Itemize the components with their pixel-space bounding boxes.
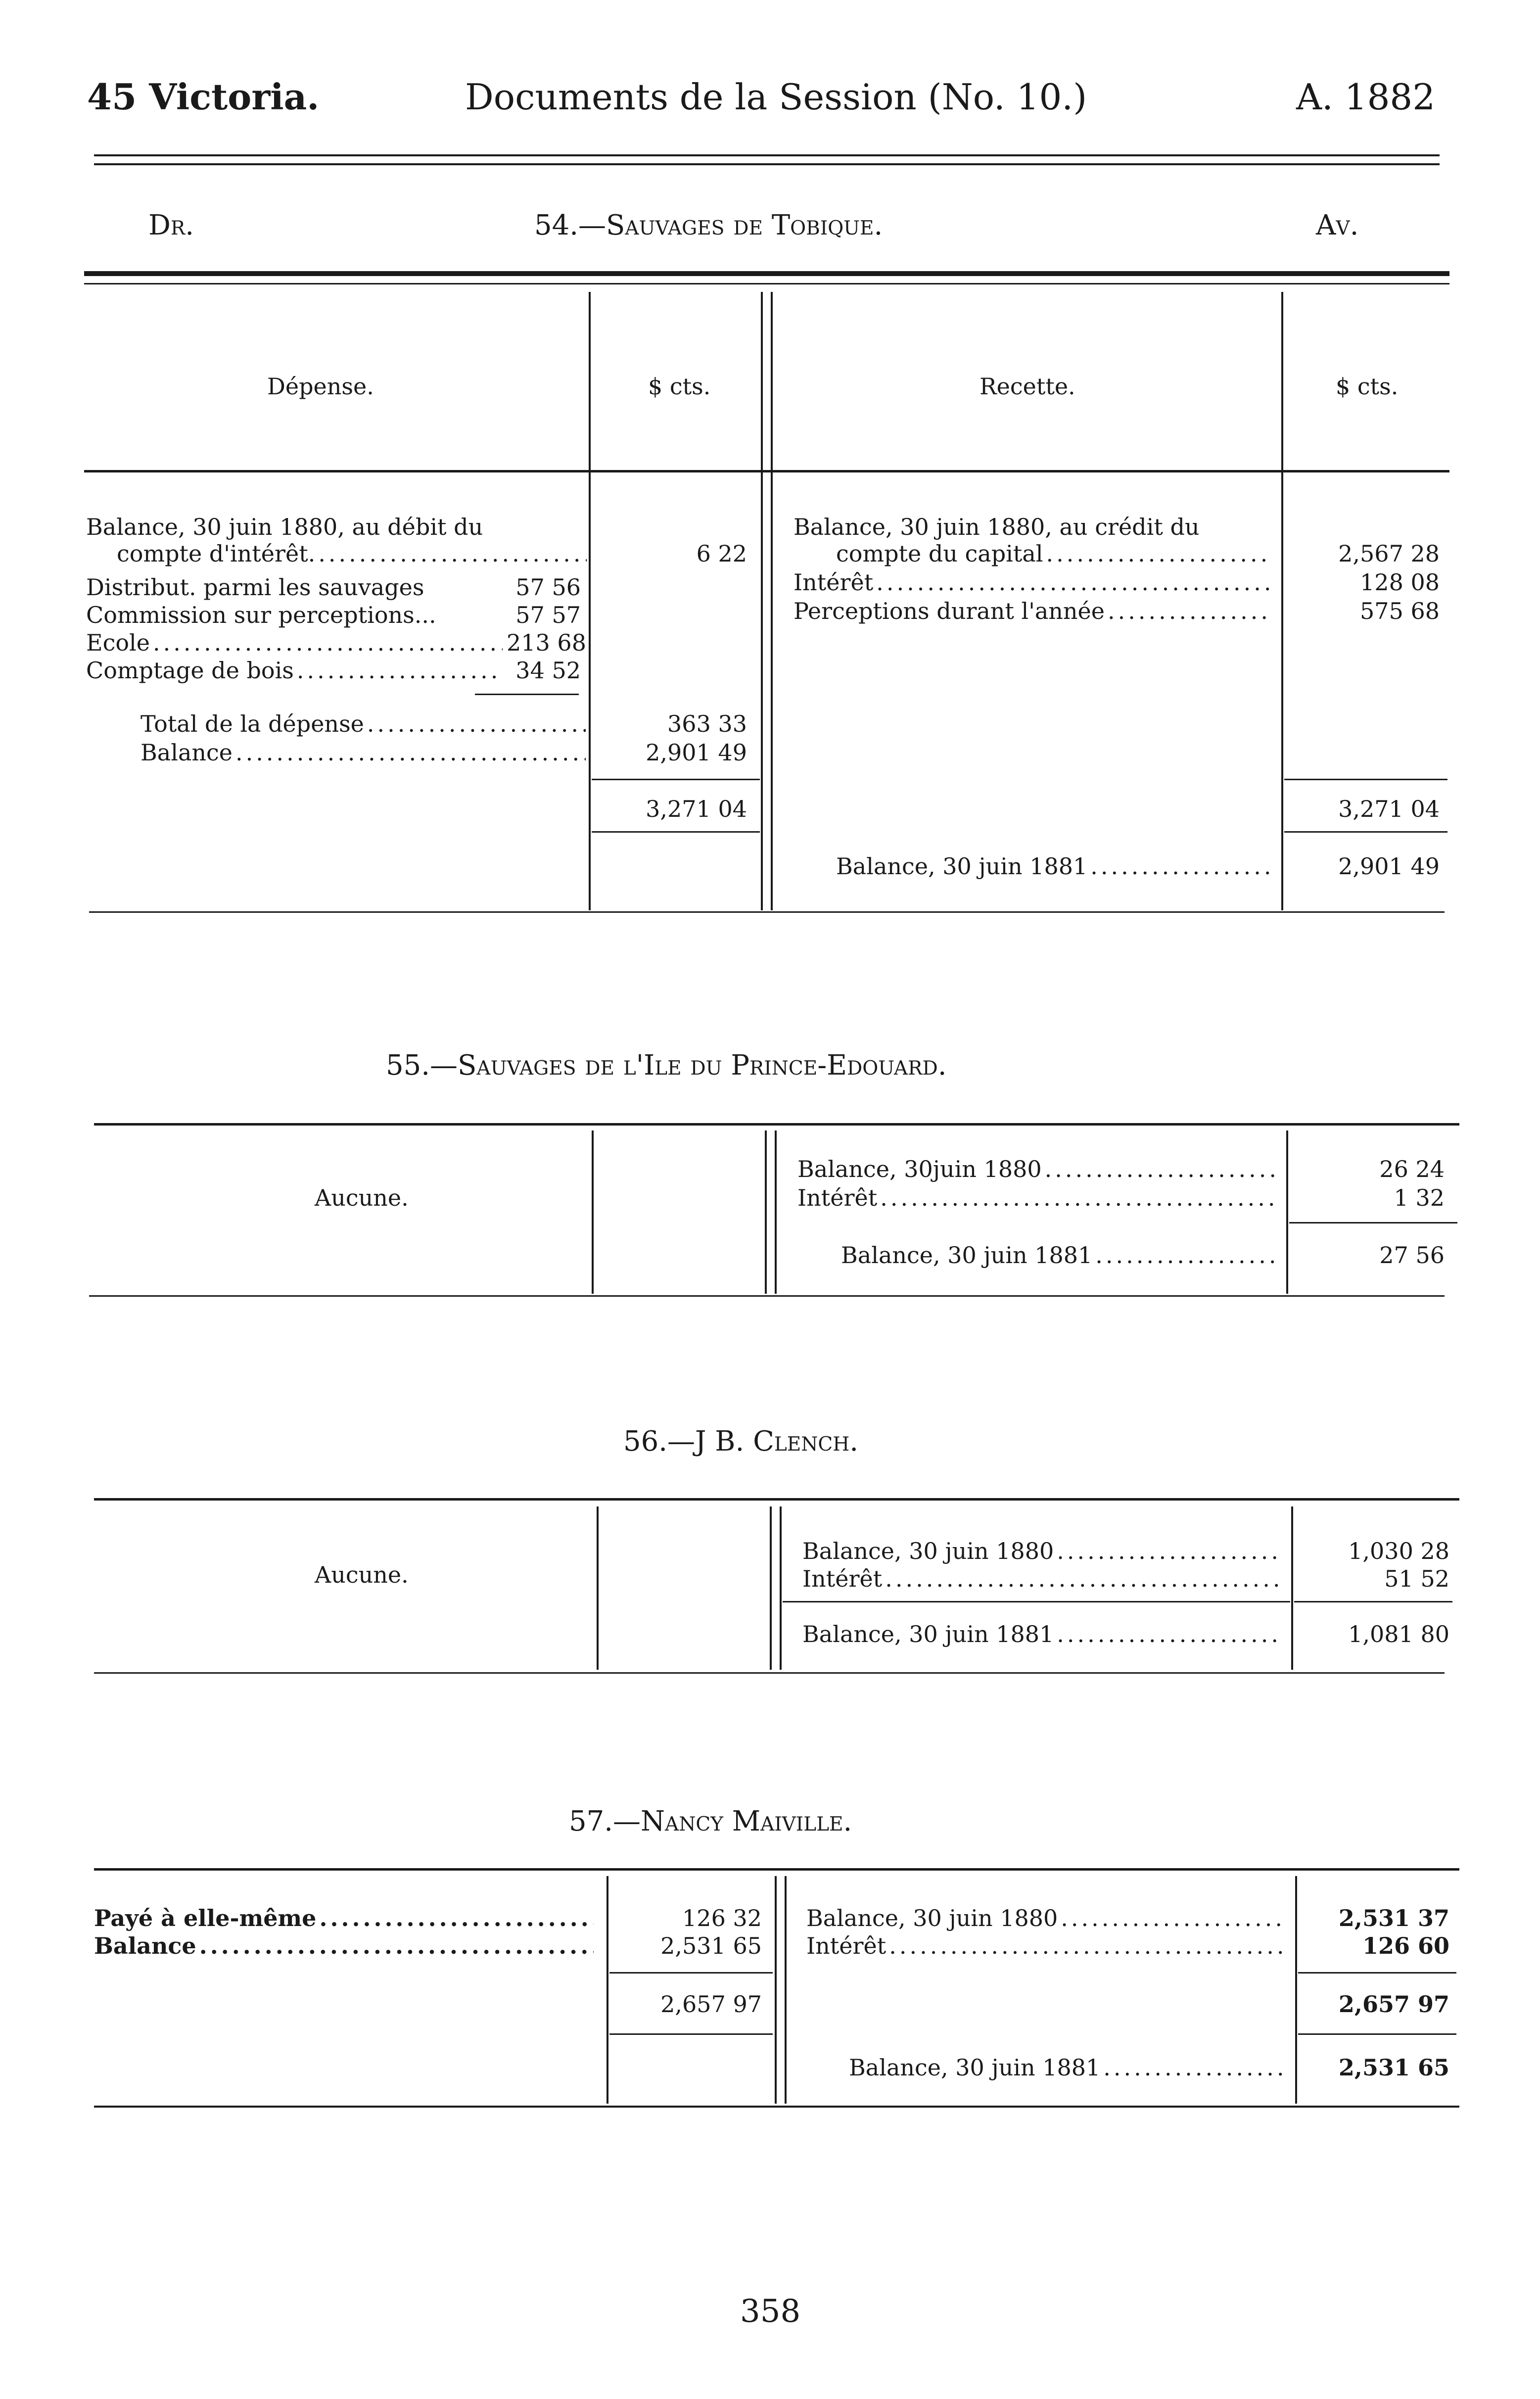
s54-left-line1: Balance, 30 juin 1880, au débit du <box>86 514 483 540</box>
s55-col-sep-2b <box>775 1130 777 1294</box>
s57-bal81-label: Balance, 30 juin 1881 <box>849 2054 1101 2081</box>
s55-col-sep-3 <box>1286 1130 1288 1294</box>
s54-item-value: 34 52 <box>515 657 581 684</box>
s54-bal81-label: Balance, 30 juin 1881 <box>836 853 1088 880</box>
s54-bal81-amount: 2,901 49 <box>1338 853 1440 880</box>
s54-right-line2 <box>836 540 1271 567</box>
s54-left-line2-label: compte d'intérêt. <box>117 540 316 567</box>
s54-item-commission <box>86 602 581 628</box>
s55-bal80-label: Balance, 30juin 1880 <box>797 1156 1042 1182</box>
s55-bal80-amount: 26 24 <box>1379 1156 1445 1182</box>
s54-right-sum-rule-2 <box>1284 831 1447 833</box>
s54-right-perceptions <box>793 598 1271 624</box>
s56-interet <box>802 1565 1280 1592</box>
s56-sum-rule <box>1294 1601 1452 1602</box>
s56-aucune: Aucune. <box>315 1561 409 1588</box>
s56-interet-amount: 51 52 <box>1384 1565 1449 1592</box>
s57-bal80-amount: 2,531 37 <box>1338 1905 1449 1931</box>
s54-header-rule <box>84 470 1449 472</box>
s56-bal80-amount: 1,030 28 <box>1348 1538 1449 1564</box>
s54-subtotal-rule <box>475 694 579 695</box>
s56-top-rule <box>94 1498 1459 1501</box>
s54-col-depense: Dépense. <box>267 373 374 400</box>
s54-perc-label: Perceptions durant l'année <box>793 598 1105 624</box>
s54-item-ecole <box>86 629 586 656</box>
s54-balance-left <box>140 739 586 766</box>
s54-balance-1881 <box>836 853 1271 880</box>
s54-total-amount: 363 33 <box>667 710 747 737</box>
s54-credit-tag: Av. <box>1316 209 1359 241</box>
s54-top-heavy-rule <box>84 271 1449 276</box>
s54-item-label: Comptage de bois <box>86 657 294 684</box>
s54-item-value: 57 56 <box>515 574 581 601</box>
s54-col-recette: Recette. <box>980 373 1075 400</box>
s54-right-line2-label: compte du capital <box>836 540 1043 567</box>
s54-right-sum-rule <box>1284 779 1447 780</box>
s55-col-sep-2a <box>765 1130 767 1294</box>
s56-interet-label: Intérêt <box>802 1565 883 1592</box>
s57-title: 57.—Nancy Maiville. <box>569 1805 852 1837</box>
s57-balance-amount: 2,531 65 <box>660 1932 762 1959</box>
s54-item-distribut <box>86 574 581 601</box>
s55-balance-1880 <box>797 1156 1275 1182</box>
s56-title: 56.—J B. Clench. <box>623 1425 859 1458</box>
s55-bal81-label: Balance, 30 juin 1881 <box>841 1242 1093 1269</box>
s54-total-label: Total de la dépense <box>140 710 364 737</box>
s57-interet-label: Intérêt <box>806 1932 887 1959</box>
s57-balance-label: Balance <box>94 1932 196 1959</box>
s56-col-sep-3 <box>1291 1506 1293 1670</box>
s54-col-dollars: $ cts. <box>648 373 711 400</box>
s57-right-sum-rule <box>1298 1972 1456 1974</box>
s54-item-comptage <box>86 657 581 684</box>
s57-paye-label: Payé à elle-même <box>94 1905 317 1931</box>
s57-paye-amount: 126 32 <box>682 1905 762 1931</box>
s54-item-value: 213 68 <box>507 629 586 656</box>
s54-item-value: 57 57 <box>515 602 581 628</box>
s57-left-sum-rule <box>609 1972 773 1974</box>
s57-right-sum: 2,657 97 <box>1338 1991 1449 2018</box>
s56-col-sep-2a <box>770 1506 772 1670</box>
s57-bottom-rule <box>94 2106 1459 2108</box>
s56-mid-rule-center <box>783 1601 1290 1602</box>
s57-bal80-label: Balance, 30 juin 1880 <box>806 1905 1058 1931</box>
s54-balance-amount: 2,901 49 <box>646 739 747 766</box>
s57-col-sep-2b <box>785 1876 787 2104</box>
s56-bal81-amount: 1,081 80 <box>1348 1621 1449 1647</box>
s54-interet-label: Intérêt <box>793 569 874 596</box>
s57-left-sum-rule-2 <box>609 2033 773 2035</box>
s55-sum-rule <box>1289 1222 1457 1223</box>
s56-col-sep-2b <box>780 1506 782 1670</box>
s57-col-sep-2a <box>775 1876 777 2104</box>
header-series: A. 1882 <box>1296 76 1436 118</box>
s54-interet-amount: 128 08 <box>1360 569 1440 596</box>
s54-debit-tag: Dr. <box>148 209 194 241</box>
s55-bal81-amount: 27 56 <box>1379 1242 1445 1269</box>
s57-right-sum-rule-2 <box>1298 2033 1456 2035</box>
s57-balance-left <box>94 1932 594 1959</box>
s57-paye <box>94 1905 594 1931</box>
s56-bottom-rule <box>94 1672 1445 1674</box>
s54-left-sum: 3,271 04 <box>646 796 747 822</box>
s54-left-line2 <box>117 540 587 567</box>
s54-left-sum-rule-2 <box>592 831 760 833</box>
s55-interet-amount: 1 32 <box>1394 1184 1445 1211</box>
s55-interet-label: Intérêt <box>797 1184 878 1211</box>
s57-top-rule <box>94 1868 1459 1871</box>
s55-title: 55.—Sauvages de l'Ile du Prince-Edouard. <box>386 1049 947 1082</box>
s57-interet <box>806 1932 1284 1959</box>
s54-right-line1: Balance, 30 juin 1880, au crédit du <box>793 514 1200 540</box>
s57-balance-1880 <box>806 1905 1284 1931</box>
s57-bal81-amount: 2,531 65 <box>1338 2054 1449 2081</box>
s54-item-label: Commission sur perceptions... <box>86 602 436 628</box>
s54-perc-amount: 575 68 <box>1360 598 1440 624</box>
page-number: 358 <box>740 2293 801 2330</box>
s55-balance-1881 <box>841 1242 1275 1269</box>
s54-title: 54.—Sauvages de Tobique. <box>534 209 883 241</box>
s54-balance-label: Balance <box>140 739 233 766</box>
s54-item-label: Distribut. parmi les sauvages <box>86 574 424 601</box>
s54-col-dollars-2: $ cts. <box>1336 373 1399 400</box>
header-session-year: 45 Victoria. <box>87 76 320 118</box>
s54-bottom-rule <box>89 911 1445 913</box>
s54-col-sep-1 <box>589 292 591 910</box>
s55-interet <box>797 1184 1275 1211</box>
s54-col-sep-2b <box>771 292 773 910</box>
s56-balance-1881 <box>802 1621 1280 1647</box>
s57-left-sum: 2,657 97 <box>660 1991 762 2018</box>
s54-col-sep-2a <box>761 292 763 910</box>
s54-item-label: Ecole <box>86 629 150 656</box>
header-rule-2 <box>94 163 1440 165</box>
s56-col-sep-1 <box>597 1506 599 1670</box>
s56-bal81-label: Balance, 30 juin 1881 <box>802 1621 1054 1647</box>
s56-balance-1880 <box>802 1538 1280 1564</box>
s57-col-sep-3 <box>1295 1876 1297 2104</box>
s55-top-rule <box>94 1123 1459 1126</box>
s55-bottom-rule <box>89 1295 1445 1297</box>
s55-aucune: Aucune. <box>315 1184 409 1211</box>
s54-top-thin-rule <box>84 283 1449 284</box>
s54-left-sum-rule <box>592 779 760 780</box>
s54-left-line2-amount: 6 22 <box>696 540 747 567</box>
header-document-title: Documents de la Session (No. 10.) <box>465 76 1087 118</box>
s54-col-sep-3 <box>1281 292 1283 910</box>
s54-total-depense <box>140 710 586 737</box>
header-rule-1 <box>94 154 1440 156</box>
s56-bal80-label: Balance, 30 juin 1880 <box>802 1538 1054 1564</box>
s57-balance-1881 <box>849 2054 1284 2081</box>
s57-col-sep-1 <box>607 1876 608 2104</box>
s55-col-sep-1 <box>592 1130 594 1294</box>
s54-right-interet <box>793 569 1271 596</box>
s54-right-line2-amount: 2,567 28 <box>1338 540 1440 567</box>
s57-interet-amount: 126 60 <box>1362 1932 1449 1959</box>
s54-right-sum: 3,271 04 <box>1338 796 1440 822</box>
